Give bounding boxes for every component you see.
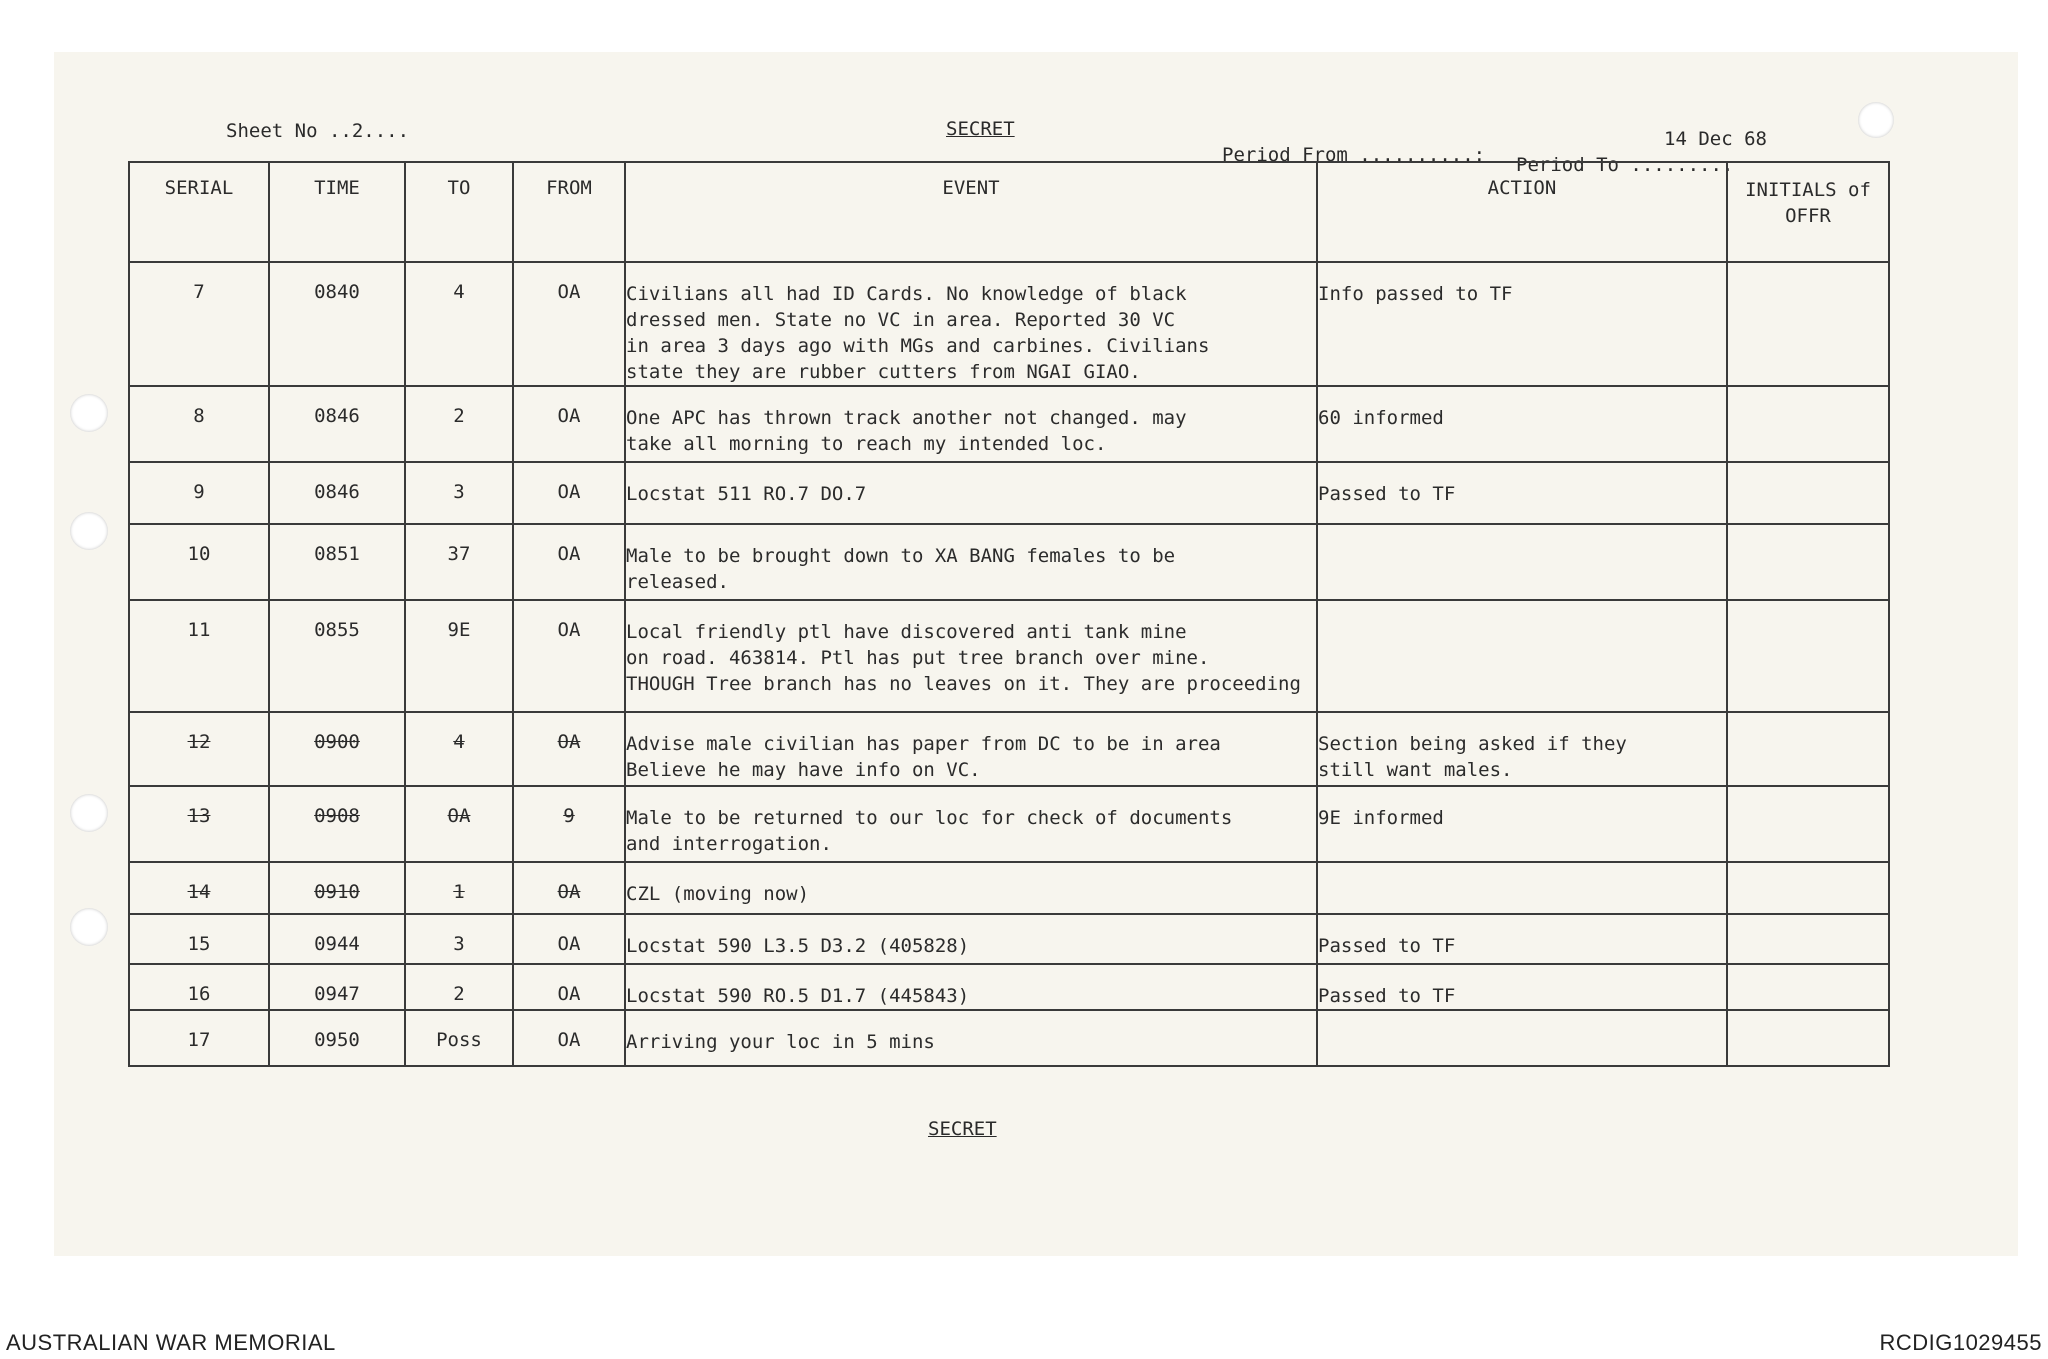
- initials-cell: [1727, 462, 1889, 524]
- period-from-label: Period From: [1222, 144, 1348, 166]
- watermark-right: RCDIG1029455: [1879, 1330, 2042, 1355]
- event-cell: [625, 600, 1317, 712]
- initials-cell: [1727, 1010, 1889, 1066]
- sheet-number: [226, 120, 409, 142]
- table-row: [129, 600, 1889, 712]
- period-to-value: .........: [1630, 154, 1734, 176]
- serial-cell: 17: [129, 1010, 269, 1066]
- table-row: [129, 262, 1889, 386]
- to-cell: 3: [405, 462, 513, 524]
- from-cell: OA: [513, 524, 625, 600]
- time-cell: 0910: [269, 862, 405, 914]
- col-event: EVENT: [625, 162, 1317, 262]
- to-cell: OA: [405, 786, 513, 862]
- time-cell: 0840: [269, 262, 405, 386]
- from-cell: OA: [513, 914, 625, 964]
- punch-hole: [70, 394, 108, 432]
- col-initials: INITIALS of OFFR: [1727, 162, 1889, 262]
- to-cell: Poss: [405, 1010, 513, 1066]
- col-from: FROM: [513, 162, 625, 262]
- event-line: Believe he may have info on VC.: [626, 759, 981, 781]
- classification-footer: SECRET: [928, 1118, 997, 1140]
- from-cell: OA: [513, 600, 625, 712]
- event-line: on road. 463814. Ptl has put tree branch over mine.: [626, 647, 1210, 669]
- from-cell: OA: [513, 964, 625, 1010]
- action-cell: [1317, 914, 1727, 964]
- table-row: [129, 862, 1889, 914]
- to-cell: 37: [405, 524, 513, 600]
- col-action: ACTION: [1317, 162, 1727, 262]
- action-cell: [1317, 862, 1727, 914]
- initials-cell: [1727, 862, 1889, 914]
- initials-cell: [1727, 600, 1889, 712]
- time-cell: 0851: [269, 524, 405, 600]
- table-row: [129, 712, 1889, 786]
- event-line: CZL (moving now): [626, 883, 810, 905]
- time-cell: 0846: [269, 462, 405, 524]
- from-cell: 9: [513, 786, 625, 862]
- event-line: THOUGH Tree branch has no leaves on it. They are proceeding: [626, 673, 1301, 695]
- table-row: [129, 914, 1889, 964]
- event-cell: [625, 712, 1317, 786]
- time-cell: 0846: [269, 386, 405, 462]
- action-line: Passed to TF: [1318, 483, 1456, 505]
- event-line: dressed men. State no VC in area. Reported 30 VC: [626, 309, 1176, 331]
- from-cell: OA: [513, 862, 625, 914]
- from-cell: OA: [513, 1010, 625, 1066]
- time-cell: 0855: [269, 600, 405, 712]
- event-cell: [625, 462, 1317, 524]
- action-line: Info passed to TF: [1318, 283, 1513, 305]
- serial-cell: 7: [129, 262, 269, 386]
- event-cell: [625, 1010, 1317, 1066]
- action-line: Section being asked if they: [1318, 733, 1627, 755]
- event-line: Locstat 590 L3.5 D3.2 (405828): [626, 935, 970, 957]
- event-line: Locstat 590 RO.5 D1.7 (445843): [626, 985, 970, 1007]
- time-cell: 0908: [269, 786, 405, 862]
- to-cell: 1: [405, 862, 513, 914]
- punch-hole: [1858, 102, 1894, 138]
- event-line: and interrogation.: [626, 833, 832, 855]
- action-cell: [1317, 712, 1727, 786]
- action-cell: [1317, 386, 1727, 462]
- table-header-row: [129, 162, 1889, 262]
- action-cell: [1317, 262, 1727, 386]
- from-cell: OA: [513, 712, 625, 786]
- to-cell: 9E: [405, 600, 513, 712]
- initials-cell: [1727, 262, 1889, 386]
- action-cell: [1317, 524, 1727, 600]
- serial-cell: 13: [129, 786, 269, 862]
- initials-cell: [1727, 386, 1889, 462]
- event-line: Arriving your loc in 5 mins: [626, 1031, 935, 1053]
- action-line: 60 informed: [1318, 407, 1444, 429]
- action-cell: [1317, 600, 1727, 712]
- event-cell: [625, 524, 1317, 600]
- action-cell: [1317, 964, 1727, 1010]
- initials-cell: [1727, 524, 1889, 600]
- col-time: TIME: [269, 162, 405, 262]
- initials-cell: [1727, 964, 1889, 1010]
- event-line: Advise male civilian has paper from DC to be in area: [626, 733, 1221, 755]
- event-line: Civilians all had ID Cards. No knowledge of black: [626, 283, 1187, 305]
- event-line: Male to be brought down to XA BANG females to be: [626, 545, 1176, 567]
- log-body: [129, 262, 1889, 1066]
- time-cell: 0944: [269, 914, 405, 964]
- action-cell: [1317, 462, 1727, 524]
- to-cell: 2: [405, 964, 513, 1010]
- serial-cell: 10: [129, 524, 269, 600]
- serial-cell: 12: [129, 712, 269, 786]
- period-from-value: ..........:: [1359, 144, 1486, 166]
- serial-cell: 9: [129, 462, 269, 524]
- event-line: One APC has thrown track another not changed. may: [626, 407, 1187, 429]
- event-cell: [625, 862, 1317, 914]
- table-row: [129, 964, 1889, 1010]
- serial-cell: 16: [129, 964, 269, 1010]
- initials-cell: [1727, 914, 1889, 964]
- to-cell: 2: [405, 386, 513, 462]
- sheet-value: ..2....: [328, 120, 410, 142]
- to-cell: 4: [405, 712, 513, 786]
- action-line: 9E informed: [1318, 807, 1444, 829]
- time-cell: 0950: [269, 1010, 405, 1066]
- event-line: Male to be returned to our loc for check of documents: [626, 807, 1233, 829]
- event-line: in area 3 days ago with MGs and carbines. Civilians: [626, 335, 1210, 357]
- event-cell: [625, 786, 1317, 862]
- table-row: [129, 1010, 1889, 1066]
- date-note: 14 Dec 68: [1664, 128, 1767, 150]
- action-cell: [1317, 1010, 1727, 1066]
- event-line: state they are rubber cutters from NGAI GIAO.: [626, 361, 1141, 383]
- initials-cell: [1727, 712, 1889, 786]
- event-line: Locstat 511 RO.7 DO.7: [626, 483, 867, 505]
- event-line: Local friendly ptl have discovered anti tank mine: [626, 621, 1187, 643]
- from-cell: OA: [513, 386, 625, 462]
- table-row: [129, 386, 1889, 462]
- to-cell: 3: [405, 914, 513, 964]
- watermark-left: AUSTRALIAN WAR MEMORIAL: [6, 1330, 336, 1355]
- punch-hole: [70, 512, 108, 550]
- time-cell: 0900: [269, 712, 405, 786]
- table-row: [129, 524, 1889, 600]
- classification-header: SECRET: [946, 118, 1015, 140]
- table-row: [129, 786, 1889, 862]
- initials-cell: [1727, 786, 1889, 862]
- serial-cell: 15: [129, 914, 269, 964]
- period-to-label: Period To: [1516, 154, 1619, 176]
- punch-hole: [70, 794, 108, 832]
- serial-cell: 8: [129, 386, 269, 462]
- event-line: released.: [626, 571, 729, 593]
- event-cell: [625, 262, 1317, 386]
- col-to: TO: [405, 162, 513, 262]
- serial-cell: 11: [129, 600, 269, 712]
- table-row: [129, 462, 1889, 524]
- log-table: [128, 161, 1890, 1067]
- event-cell: [625, 964, 1317, 1010]
- punch-hole: [70, 908, 108, 946]
- serial-cell: 14: [129, 862, 269, 914]
- event-cell: [625, 914, 1317, 964]
- from-cell: OA: [513, 262, 625, 386]
- action-line: Passed to TF: [1318, 985, 1456, 1007]
- sheet-label: Sheet No: [226, 120, 318, 142]
- time-cell: 0947: [269, 964, 405, 1010]
- event-line: take all morning to reach my intended loc.: [626, 433, 1107, 455]
- event-cell: [625, 386, 1317, 462]
- action-line: Passed to TF: [1318, 935, 1456, 957]
- action-cell: [1317, 786, 1727, 862]
- from-cell: OA: [513, 462, 625, 524]
- to-cell: 4: [405, 262, 513, 386]
- col-serial: SERIAL: [129, 162, 269, 262]
- action-line: still want males.: [1318, 759, 1513, 781]
